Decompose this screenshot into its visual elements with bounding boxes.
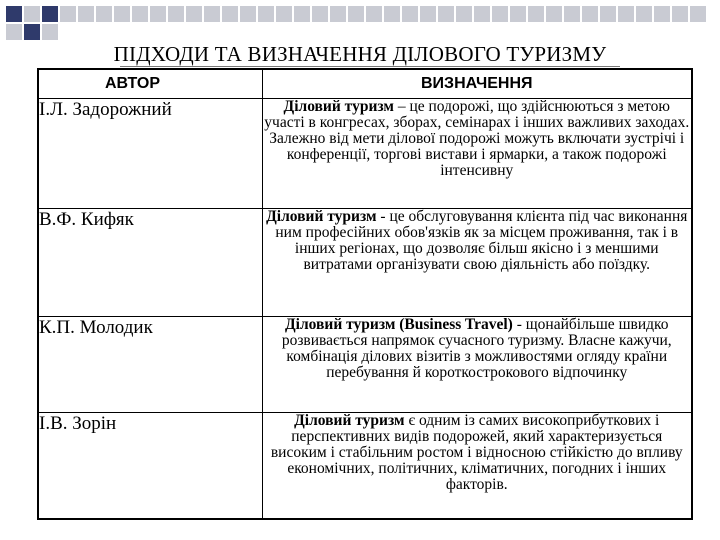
- table-header-row: [38, 69, 692, 99]
- author-cell: В.Ф. Кифяк: [38, 209, 262, 317]
- deco-square: [384, 6, 400, 22]
- deco-square: [330, 6, 346, 22]
- deco-square: [492, 6, 508, 22]
- deco-square: [474, 6, 490, 22]
- deco-square: [222, 6, 238, 22]
- deco-square: [402, 6, 418, 22]
- deco-square: [132, 6, 148, 22]
- deco-square: [420, 6, 436, 22]
- decorative-header-strip: [0, 0, 720, 44]
- deco-square: [168, 6, 184, 22]
- deco-square: [186, 6, 202, 22]
- deco-square: [690, 6, 706, 22]
- deco-square: [654, 6, 670, 22]
- deco-square: [42, 24, 58, 40]
- definition-term: Діловий туризм: [266, 208, 377, 225]
- definition-term: Діловий туризм: [283, 98, 394, 115]
- deco-square: [348, 6, 364, 22]
- deco-square: [6, 6, 22, 22]
- definitions-table: [37, 68, 693, 520]
- author-cell: І.Л. Задорожний: [38, 99, 262, 209]
- deco-square: [150, 6, 166, 22]
- table-row: [38, 317, 692, 413]
- definition-text: – це подорожі, що здійснюються з метою участі в конгресах, зборах, семінарах і інших важливих заходах. Залежно від мети ділової подорожі можуть включати зустрічі і конференції, торгові вистави і ярмарки, а також подорожі інтенсивну: [264, 98, 690, 179]
- definition-cell: [262, 317, 692, 413]
- deco-square: [564, 6, 580, 22]
- deco-square: [672, 6, 688, 22]
- definition-text: є одним із самих високоприбуткових і перспективних видів подорожей, який характеризується високим і стабільним ростом і відносною стійкістю до впливу економічних, політичних, кліматичних, погодних і інших факторів.: [270, 412, 683, 493]
- table-row: [38, 209, 692, 317]
- deco-square: [114, 6, 130, 22]
- definition-term: Діловий туризм (Business Travel): [284, 316, 513, 333]
- deco-square: [582, 6, 598, 22]
- author-cell: І.В. Зорін: [38, 413, 262, 520]
- deco-square: [636, 6, 652, 22]
- deco-square: [366, 6, 382, 22]
- deco-square: [456, 6, 472, 22]
- deco-square: [294, 6, 310, 22]
- definition-cell: [262, 99, 692, 209]
- deco-square: [6, 24, 22, 40]
- deco-square: [240, 6, 256, 22]
- definition-cell: [262, 209, 692, 317]
- deco-square: [42, 6, 58, 22]
- header-author: АВТОР: [38, 69, 262, 99]
- deco-square: [312, 6, 328, 22]
- header-definition: ВИЗНАЧЕННЯ: [262, 69, 692, 99]
- deco-square: [510, 6, 526, 22]
- deco-square: [96, 6, 112, 22]
- definition-text: - щонайбільше швидко розвивається напрямок сучасного туризму. Власне кажучи, комбінація ділових візитів з можливостями огляду країни перебування й короткострокового відпочинку: [281, 316, 672, 381]
- definition-term: Діловий туризм: [294, 412, 405, 429]
- deco-square: [546, 6, 562, 22]
- deco-square: [528, 6, 544, 22]
- definition-cell: [262, 413, 692, 520]
- deco-square: [78, 6, 94, 22]
- table-row: [38, 413, 692, 520]
- page-title: ПІДХОДИ ТА ВИЗНАЧЕННЯ ДІЛОВОГО ТУРИЗМУ: [113, 42, 607, 66]
- deco-square: [204, 6, 220, 22]
- author-cell: К.П. Молодик: [38, 317, 262, 413]
- deco-square: [60, 6, 76, 22]
- definition-text: - це обслуговування клієнта під час виконання ним професійних обов'язків як за місцем проживання, так і в інших регіонах, що дозволяє більш якісно і з меншими витратами організувати свою діяльність або поїздку.: [275, 208, 688, 273]
- deco-square: [24, 6, 40, 22]
- deco-square: [438, 6, 454, 22]
- deco-square: [276, 6, 292, 22]
- title-underline: [120, 66, 620, 67]
- deco-square: [618, 6, 634, 22]
- deco-square: [258, 6, 274, 22]
- deco-square: [24, 24, 40, 40]
- table-row: [38, 99, 692, 209]
- deco-square: [600, 6, 616, 22]
